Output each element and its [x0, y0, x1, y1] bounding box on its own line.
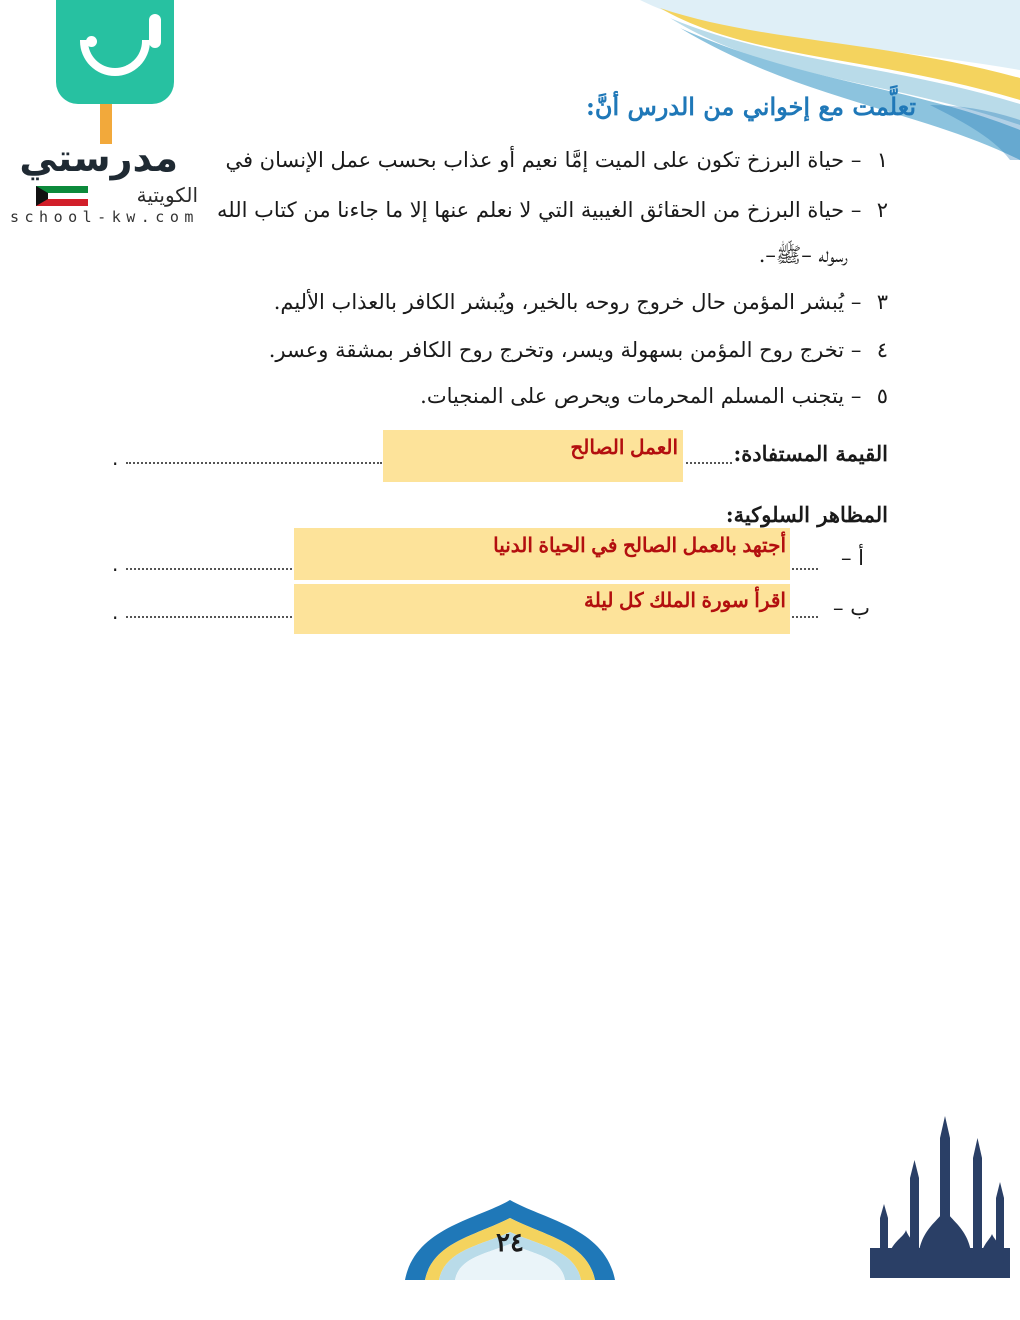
- behavior-b-answer-text: اقرأ سورة الملك كل ليلة: [584, 590, 786, 612]
- learning-point-continuation: رسوله –ﷺ–.: [758, 243, 848, 267]
- learning-point: ٥ – يتجنب المسلم المحرمات ويحرص على المنجيات.: [420, 384, 888, 408]
- behavior-a-answer-text: أجتهد بالعمل الصالح في الحياة الدنيا: [493, 535, 786, 557]
- page-number: ٢٤: [496, 1228, 524, 1258]
- behavior-b-dotted-line-right: [792, 616, 818, 618]
- kuwait-flag-icon: [36, 186, 88, 206]
- logo-title: مدرستي: [19, 136, 178, 180]
- behavior-a-dotted-line-right: [792, 568, 818, 570]
- value-label: القيمة المستفادة:: [733, 441, 888, 466]
- learning-point: ٣ – يُبشر المؤمن حال خروج روحه بالخير، ويُبشر الكافر بالعذاب الأليم.: [273, 290, 888, 314]
- value-dotted-line-left: [126, 462, 382, 464]
- logo-subtitle: الكويتية: [136, 183, 198, 207]
- value-period: .: [112, 446, 119, 470]
- logo-url: school-kw.com: [10, 208, 199, 226]
- section-heading: تعلَّمت مع إخواني من الدرس أنَّ:: [585, 92, 916, 121]
- logo-badge-icon: [56, 0, 174, 104]
- behavior-a-period: .: [112, 552, 119, 576]
- mosque-skyline-decoration: [870, 1108, 1010, 1278]
- behavior-b-dotted-line-left: [126, 616, 292, 618]
- behavior-marker-a: أ –: [840, 546, 864, 570]
- corner-swoosh-decoration: [600, 0, 1020, 165]
- behavior-a-dotted-line-left: [126, 568, 292, 570]
- behavior-b-period: .: [112, 600, 119, 624]
- learning-point: ٢ – حياة البرزخ من الحقائق الغيبية التي لا نعلم عنها إلا ما جاءنا من كتاب الله: [217, 198, 888, 222]
- value-dotted-line-right: [686, 462, 732, 464]
- value-answer-text: العمل الصالح: [570, 437, 678, 459]
- learning-point: ١ – حياة البرزخ تكون على الميت إمَّا نعيم أو عذاب بحسب عمل الإنسان في: [225, 148, 888, 172]
- behaviors-label: المظاهر السلوكية:: [725, 502, 888, 527]
- learning-point: ٤ – تخرج روح المؤمن بسهولة ويسر، وتخرج روح الكافر بمشقة وعسر.: [268, 338, 888, 362]
- behavior-marker-b: ب –: [833, 596, 870, 620]
